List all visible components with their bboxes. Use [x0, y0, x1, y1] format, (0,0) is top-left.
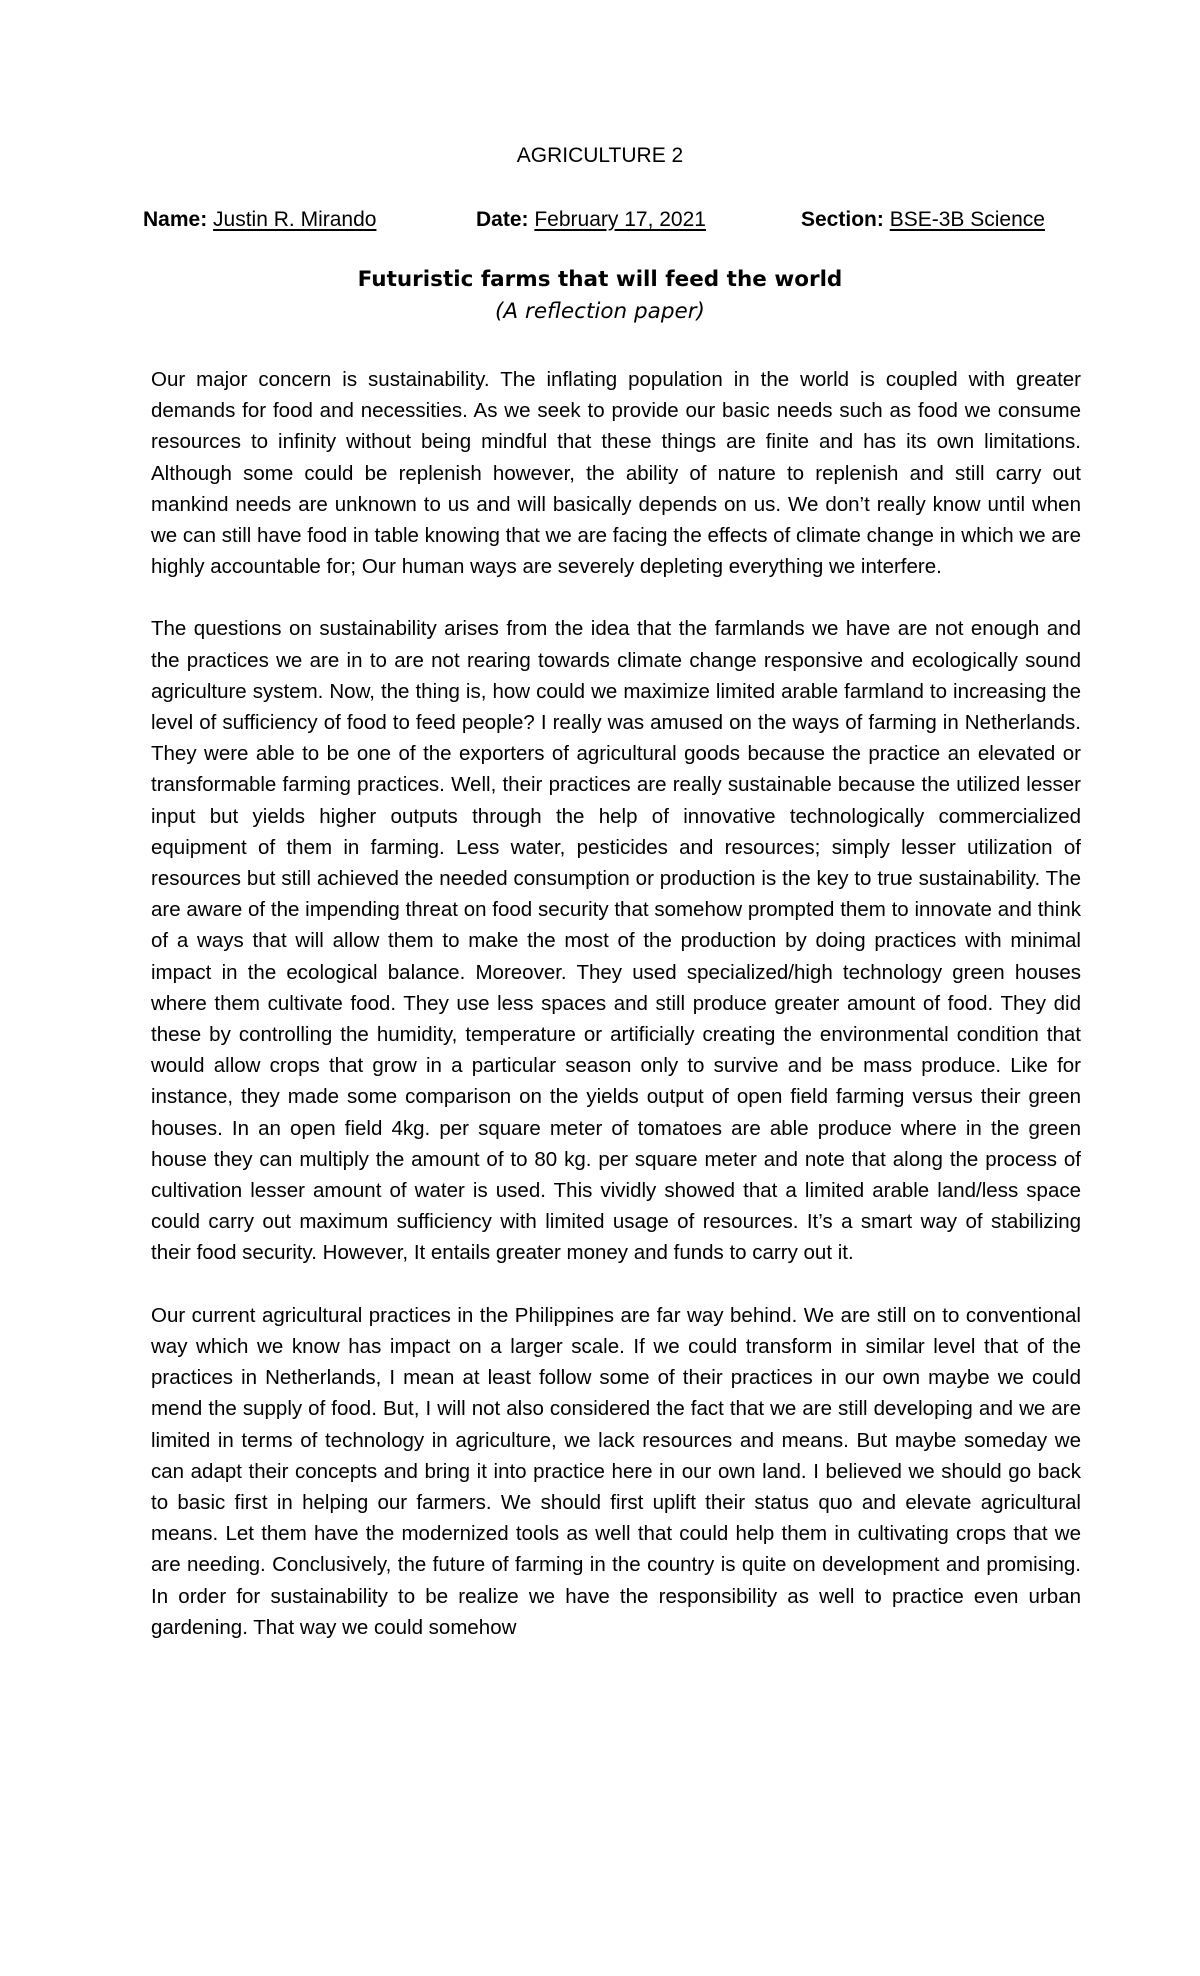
name-field — [143, 207, 376, 233]
document-subtitle: (A reflection paper) — [495, 299, 705, 324]
name-value: Justin R. Mirando — [213, 208, 377, 231]
name-label: Name: — [143, 208, 208, 231]
section-field — [801, 207, 1045, 233]
section-label: Section: — [801, 208, 884, 231]
date-value: February 17, 2021 — [534, 208, 706, 231]
date-field — [476, 207, 706, 233]
course-heading: AGRICULTURE 2 — [516, 144, 684, 167]
document-title: Futuristic farms that will feed the world — [357, 267, 843, 292]
document-body — [151, 364, 1081, 1674]
paragraph-1: Our major concern is sustainability. The inflating population in the world is coupled with greater demands for food and necessities. As we seek to provide our basic needs such as food we consume resources to infinity without being mindful that these things are finite and has its own limitations. Although some could be replenish however, the ability of nature to replenish and still carry out mankind needs are unknown to us and will basically depends on us. We don’t really know until when we can still have food in table knowing that we are facing the effects of climate change in which we are highly accountable for; Our human ways are severely depleting everything we interfere. — [151, 368, 1081, 579]
paragraph-2: The questions on sustainability arises from the idea that the farmlands we have are not enough and the practices we are in to are not rearing towards climate change responsive and ecologically sound agriculture system. Now, the thing is, how could we maximize limited arable farmland to increasing the level of sufficiency of food to feed people? I really was amused on the ways of farming in Netherlands. They were able to be one of the exporters of agricultural goods because the practice an elevated or transformable farming practices. Well, their practices are really sustainable because the utilized lesser input but yields higher outputs through the help of innovative technologically commercialized equipment of them in farming. Less water, pesticides and resources; simply lesser utilization of resources but still achieved the needed consumption or production is the key to true sustainability. The are aware of the impending threat on food security that somehow prompted them to innovate and think of a ways that will allow them to make the most of the production by doing practices with minimal impact in the ecological balance. Moreover. They used specialized/high technology green houses where them cultivate food. They use less spaces and still produce greater amount of food. They did these by controlling the humidity, temperature or artificially creating the environmental condition that would allow crops that grow in a particular season only to survive and be mass produce. Like for instance, they made some comparison on the yields output of open field farming versus their green houses. In an open field 4kg. per square meter of tomatoes are able produce where in the green house they can multiply the amount of to 80 kg. per square meter and note that along the process of cultivation lesser amount of water is used. This vividly showed that a limited arable land/less space could carry out maximum sufficiency with limited usage of resources. It’s a smart way of stabilizing their food security. However, It entails greater money and funds to carry out it. — [151, 617, 1081, 1265]
paragraph-3: Our current agricultural practices in the Philippines are far way behind. We are still on to conventional way which we know has impact on a larger scale. If we could transform in similar level that of the practices in Netherlands, I mean at least follow some of their practices in our own maybe we could mend the supply of food. But, I will not also considered the fact that we are still developing and we are limited in terms of technology in agriculture, we lack resources and means. But maybe someday we can adapt their concepts and bring it into practice here in our own land. I believed we should go back to basic first in helping our farmers. We should first uplift their status quo and elevate agricultural means. Let them have the modernized tools as well that could help them in cultivating crops that we are needing. Conclusively, the future of farming in the country is quite on development and promising. In order for sustainability to be realize we have the responsibility as well to practice even urban gardening. That way we could somehow — [151, 1303, 1081, 1639]
section-value: BSE-3B Science — [889, 208, 1045, 231]
student-info-row — [143, 207, 1083, 233]
date-label: Date: — [476, 208, 529, 231]
